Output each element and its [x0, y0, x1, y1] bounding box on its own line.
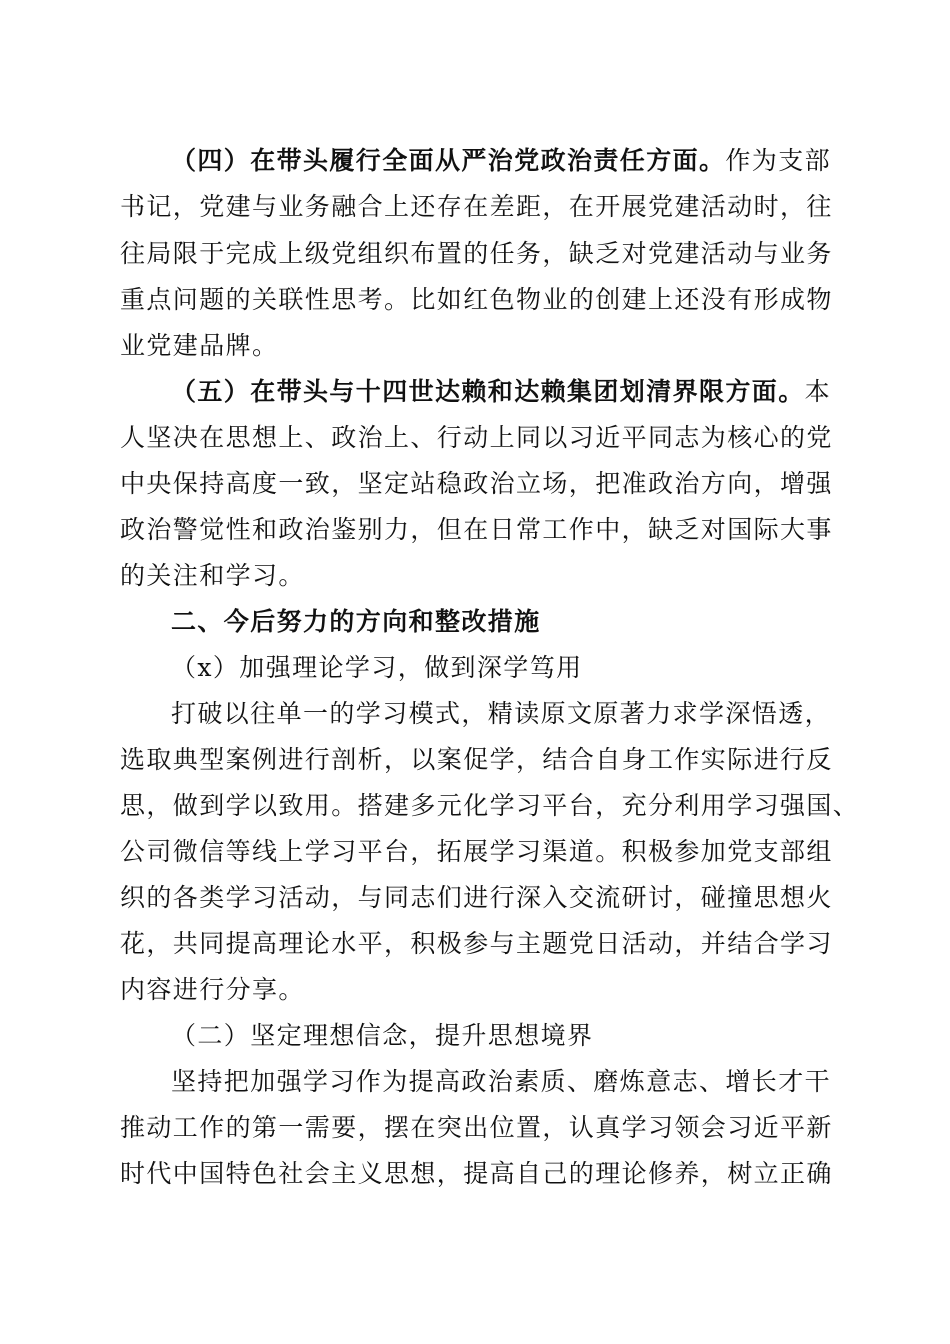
paragraph-5-line-1	[171, 374, 891, 410]
paragraph-2-line-1: 坚持把加强学习作为提高政治素质、磨炼意志、增长才干	[171, 1067, 832, 1096]
subheading-2: （二）坚定理想信念，提升思想境界	[171, 1021, 594, 1050]
paragraph-2-line-3: 时代中国特色社会主义思想，提高自己的理论修养，树立正确	[120, 1159, 833, 1188]
paragraph-5-line-5: 的关注和学习。	[120, 561, 305, 590]
paragraph-x-line-6: 花，共同提高理论水平，积极参与主题党日活动，并结合学习	[120, 929, 833, 958]
heading-5: （五）在带头与十四世达赖和达赖集团划清界限方面。	[171, 377, 805, 406]
heading-4: （四）在带头履行全面从严治党政治责任方面。	[171, 146, 726, 175]
paragraph-4-text-start: 作为支部	[725, 146, 832, 175]
paragraph-x-line-2: 选取典型案例进行剖析，以案促学，结合自身工作实际进行反	[120, 745, 833, 774]
paragraph-5-line-4: 政治警觉性和政治鉴别力，但在日常工作中，缺乏对国际大事	[120, 515, 833, 544]
paragraph-4-line-3: 往局限于完成上级党组织布置的任务，缺乏对党建活动与业务	[120, 239, 833, 268]
paragraph-2-line-2: 推动工作的第一需要，摆在突出位置，认真学习领会习近平新	[120, 1113, 833, 1142]
paragraph-4-line-2: 书记，党建与业务融合上还存在差距，在开展党建活动时，往	[120, 192, 833, 221]
subheading-x: （x）加强理论学习，做到深学笃用	[171, 653, 583, 682]
paragraph-x-line-3: 思，做到学以致用。搭建多元化学习平台，充分利用学习强国、	[120, 791, 860, 820]
paragraph-5-line-3: 中央保持高度一致，坚定站稳政治立场，把准政治方向，增强	[120, 469, 833, 498]
paragraph-x-line-5: 织的各类学习活动，与同志们进行深入交流研讨，碰撞思想火	[120, 883, 833, 912]
paragraph-4-line-4: 重点问题的关联性思考。比如红色物业的创建上还没有形成物	[120, 285, 833, 314]
paragraph-x-line-4: 公司微信等线上学习平台，拓展学习渠道。积极参加党支部组	[120, 837, 833, 866]
paragraph-5-line-2: 人坚决在思想上、政治上、行动上同以习近平同志为核心的党	[120, 423, 833, 452]
paragraph-x-line-1: 打破以往单一的学习模式，精读原文原著力求学深悟透，	[171, 699, 832, 728]
paragraph-5-text-start: 本	[804, 377, 832, 406]
paragraph-x-line-7: 内容进行分享。	[120, 975, 305, 1004]
paragraph-4-line-5: 业党建品牌。	[120, 331, 279, 360]
paragraph-4-line-1	[171, 143, 891, 179]
section-heading-2: 二、今后努力的方向和整改措施	[171, 607, 541, 636]
